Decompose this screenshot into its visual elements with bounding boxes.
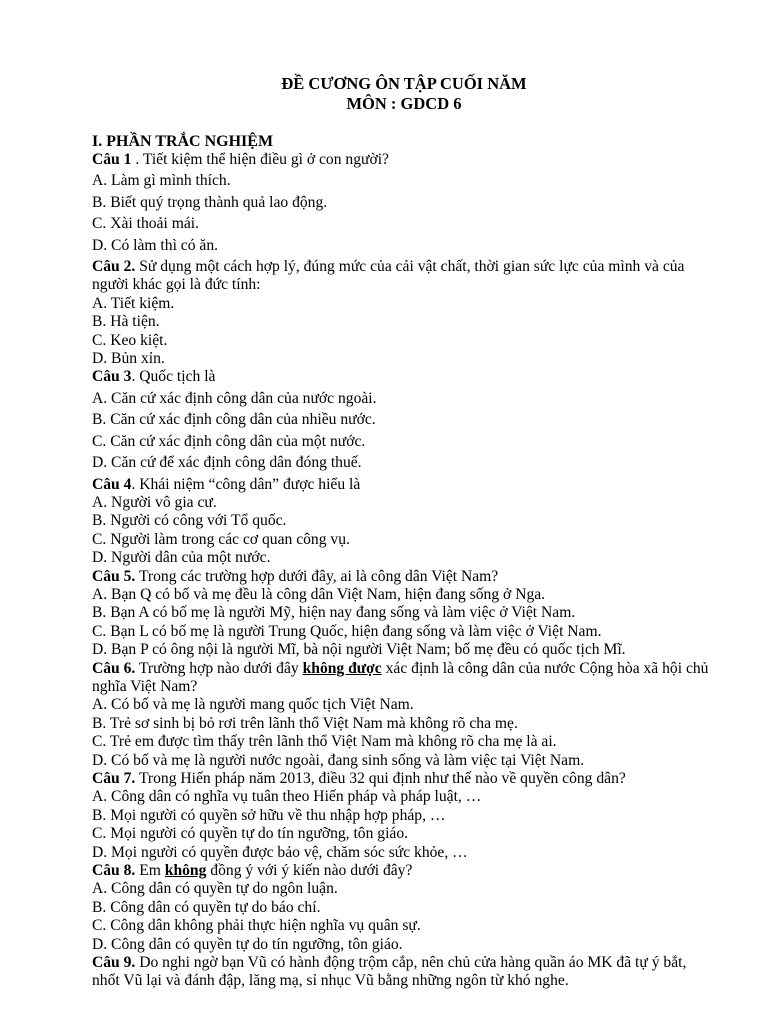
question-text-continued: đồng ý với ý kiến nào dưới đây? <box>206 862 413 880</box>
option: D. Bủn xỉn. <box>92 350 165 368</box>
option: A. Người vô gia cư. <box>92 493 217 511</box>
question-emphasis: không được <box>302 659 382 677</box>
option: A. Công dân có quyền tự do ngôn luận. <box>92 880 338 898</box>
option: D. Căn cứ để xác định công dân đóng thuế. <box>92 454 362 472</box>
question-7 <box>92 770 716 788</box>
option: C. Mọi người có quyền tự do tín ngưỡng, tôn giáo. <box>92 825 409 843</box>
option: A. Có bố và mẹ là người mang quốc tịch Việt Nam. <box>92 696 414 714</box>
option: B. Mọi người có quyền sở hữu về thu nhập hợp pháp, … <box>92 806 446 824</box>
option: A. Làm gì mình thích. <box>92 172 231 190</box>
question-4 <box>92 476 716 494</box>
question-number: Câu 5. <box>92 567 136 585</box>
option: C. Người làm trong các cơ quan công vụ. <box>92 530 350 548</box>
question-text: Do nghi ngờ bạn Vũ có hành động trộm cắp, nên chủ cửa hàng quần áo MK đã tự ý bắt, nhốt Vũ lại và đánh đập, lăng mạ, sỉ nhục Vũ bằng những ngôn từ khó nghe. <box>92 954 687 990</box>
option: D. Mọi người có quyền được bảo vệ, chăm sóc sức khỏe, … <box>92 843 468 861</box>
question-6 <box>92 660 716 697</box>
question-9 <box>92 954 716 991</box>
question-3 <box>92 368 716 386</box>
question-text: Trong các trường hợp dưới đây, ai là công dân Việt Nam? <box>135 567 499 585</box>
option: B. Bạn A có bố mẹ là người Mỹ, hiện nay đang sống và làm việc ở Việt Nam. <box>92 604 576 622</box>
document-title <box>92 74 716 114</box>
question-text: Trường hợp nào dưới đây <box>135 659 303 677</box>
question-8 <box>92 862 716 880</box>
title-line-2: MÔN : GDCD 6 <box>346 94 462 113</box>
option: A. Tiết kiệm. <box>92 294 175 312</box>
option: B. Công dân có quyền tự do báo chí. <box>92 898 321 916</box>
question-number: Câu 7. <box>92 770 136 787</box>
question-number: Câu 4 <box>92 475 132 493</box>
question-number: Câu 2. <box>92 258 136 276</box>
option: A. Công dân có nghĩa vụ tuân theo Hiến pháp và pháp luật, … <box>92 788 482 806</box>
question-text: . Khái niệm “công dân” được hiểu là <box>131 475 361 493</box>
question-text: Trong Hiến pháp năm 2013, điều 32 qui định như thế nào về quyền công dân? <box>135 770 626 787</box>
question-text: . Tiết kiệm thể hiện điều gì ở con người? <box>131 151 389 168</box>
option: A. Bạn Q có bố và mẹ đều là công dân Việt Nam, hiện đang sống ở Nga. <box>92 585 546 603</box>
option: A. Căn cứ xác định công dân của nước ngoài. <box>92 389 377 407</box>
option: B. Căn cứ xác định công dân của nhiều nước. <box>92 411 376 429</box>
question-text-continued: xác định là công dân của nước Cộng hòa xã hội chủ nghĩa Việt Nam? <box>92 659 709 695</box>
option: C. Công dân không phải thực hiện nghĩa vụ quân sự. <box>92 917 421 935</box>
option: C. Căn cứ xác định công dân của một nước. <box>92 432 366 450</box>
question-number: Câu 3 <box>92 368 132 386</box>
option: B. Biết quý trọng thành quả lao động. <box>92 193 328 211</box>
option: D. Bạn P có ông nội là người Mĩ, bà nội người Việt Nam; bố mẹ đều có quốc tịch Mĩ. <box>92 641 626 659</box>
document-page <box>92 74 716 991</box>
option: D. Có làm thì có ăn. <box>92 236 219 254</box>
option: C. Trẻ em được tìm thấy trên lãnh thổ Việt Nam mà không rõ cha mẹ là ai. <box>92 733 557 751</box>
option: D. Người dân của một nước. <box>92 549 271 567</box>
option: B. Người có công với Tổ quốc. <box>92 512 287 530</box>
question-emphasis: không <box>164 862 207 880</box>
question-number: Câu 8. <box>92 862 136 880</box>
title-line-1: ĐỀ CƯƠNG ÔN TẬP CUỐI NĂM <box>281 74 527 93</box>
option: C. Bạn L có bố mẹ là người Trung Quốc, hiện đang sống và làm việc ở Việt Nam. <box>92 622 602 640</box>
question-text: Em <box>135 862 165 880</box>
option: B. Hà tiện. <box>92 313 160 331</box>
question-text: Sử dụng một cách hợp lý, đúng mức của cải vật chất, thời gian sức lực của mình và của người khác gọi là đức tính: <box>92 258 685 294</box>
question-5 <box>92 568 716 586</box>
question-number: Câu 1 <box>92 151 132 168</box>
option: C. Keo kiệt. <box>92 331 168 349</box>
option: D. Công dân có quyền tự do tín ngưỡng, tôn giáo. <box>92 935 403 953</box>
question-1 <box>92 151 716 169</box>
option: D. Có bố và mẹ là người nước ngoài, đang sinh sống và làm việc tại Việt Nam. <box>92 751 585 769</box>
option: B. Trẻ sơ sinh bị bỏ rơi trên lãnh thổ Việt Nam mà không rõ cha mẹ. <box>92 714 518 732</box>
section-heading: I. PHẦN TRẮC NGHIỆM <box>92 133 274 150</box>
question-text: . Quốc tịch là <box>131 368 216 386</box>
question-number: Câu 9. <box>92 954 136 972</box>
option: C. Xài thoải mái. <box>92 215 199 233</box>
question-number: Câu 6. <box>92 659 136 677</box>
question-2 <box>92 258 716 295</box>
